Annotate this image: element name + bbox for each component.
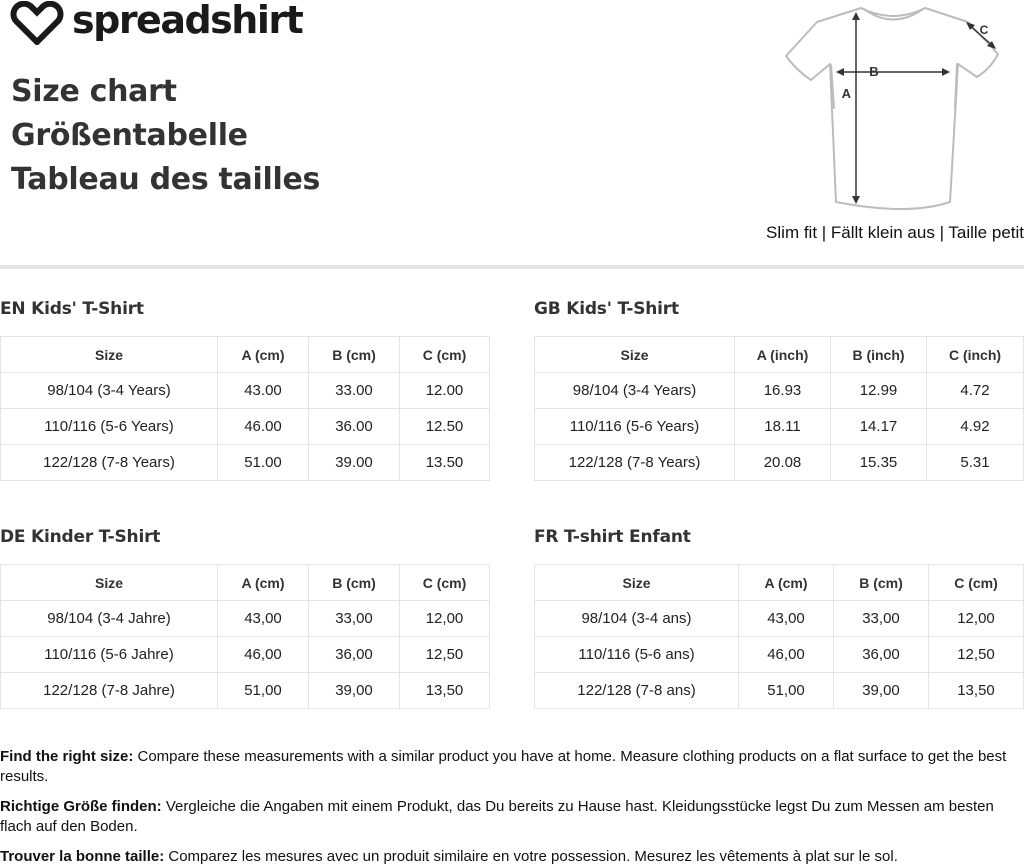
table-cell: 43.00 bbox=[218, 373, 309, 409]
table-cell: 98/104 (3-4 Jahre) bbox=[1, 601, 218, 637]
table-cell: 4.72 bbox=[927, 373, 1024, 409]
column-header: B (inch) bbox=[831, 337, 927, 373]
table-cell: 46,00 bbox=[218, 637, 309, 673]
table-row bbox=[535, 409, 1024, 445]
table-cell: 12.50 bbox=[400, 409, 490, 445]
table-cell: 110/116 (5-6 Jahre) bbox=[1, 637, 218, 673]
table-row bbox=[535, 673, 1024, 709]
size-table-de bbox=[0, 525, 490, 709]
size-table bbox=[0, 564, 490, 709]
table-row bbox=[1, 373, 490, 409]
table-cell: 12.99 bbox=[831, 373, 927, 409]
table-cell: 15.35 bbox=[831, 445, 927, 481]
note-en bbox=[0, 747, 1024, 787]
size-table bbox=[0, 336, 490, 481]
page-title-de: Größentabelle bbox=[11, 118, 248, 153]
diagram-label-a: A bbox=[841, 86, 851, 101]
table-cell: 39.00 bbox=[309, 445, 400, 481]
table-cell: 13,50 bbox=[929, 673, 1024, 709]
column-header: C (cm) bbox=[400, 565, 490, 601]
column-header: A (inch) bbox=[735, 337, 831, 373]
table-cell: 98/104 (3-4 Years) bbox=[535, 373, 735, 409]
table-cell: 12,00 bbox=[400, 601, 490, 637]
table-cell: 110/116 (5-6 ans) bbox=[535, 637, 739, 673]
table-cell: 98/104 (3-4 Years) bbox=[1, 373, 218, 409]
page-title-en: Size chart bbox=[11, 74, 177, 109]
diagram-label-b: B bbox=[869, 64, 879, 79]
table-cell: 12,50 bbox=[929, 637, 1024, 673]
table-cell: 18.11 bbox=[735, 409, 831, 445]
table-cell: 13,50 bbox=[400, 673, 490, 709]
table-cell: 110/116 (5-6 Years) bbox=[1, 409, 218, 445]
table-cell: 110/116 (5-6 Years) bbox=[535, 409, 735, 445]
size-table-gb bbox=[534, 297, 1024, 481]
table-row bbox=[535, 445, 1024, 481]
table-row bbox=[1, 601, 490, 637]
table-cell: 5.31 bbox=[927, 445, 1024, 481]
table-header-row bbox=[535, 565, 1024, 601]
size-table bbox=[534, 336, 1024, 481]
table-header-row bbox=[1, 565, 490, 601]
column-header: C (cm) bbox=[400, 337, 490, 373]
table-cell: 12.00 bbox=[400, 373, 490, 409]
section-divider bbox=[0, 265, 1024, 269]
table-title: GB Kids' T-Shirt bbox=[534, 299, 679, 319]
table-cell: 33,00 bbox=[309, 601, 400, 637]
note-text: Compare these measurements with a similar product you have at home. Measure clothing products on a flat surface to get the best results. bbox=[0, 748, 1007, 785]
note-text: Vergleiche die Angaben mit einem Produkt, das Du bereits zu Hause hast. Kleidungsstücke legst Du zum Messen am besten flach auf den Boden. bbox=[0, 798, 994, 835]
column-header: A (cm) bbox=[218, 565, 309, 601]
table-row bbox=[1, 445, 490, 481]
table-cell: 33.00 bbox=[309, 373, 400, 409]
table-title: FR T-shirt Enfant bbox=[534, 527, 691, 547]
size-table-en bbox=[0, 297, 490, 481]
column-header: C (cm) bbox=[929, 565, 1024, 601]
column-header: Size bbox=[535, 337, 735, 373]
table-cell: 51,00 bbox=[739, 673, 834, 709]
fit-note: Slim fit | Fällt klein aus | Taille petit bbox=[766, 223, 1024, 242]
table-cell: 4.92 bbox=[927, 409, 1024, 445]
table-header-row bbox=[1, 337, 490, 373]
table-row bbox=[1, 637, 490, 673]
page-title-fr: Tableau des tailles bbox=[11, 162, 321, 197]
table-cell: 51.00 bbox=[218, 445, 309, 481]
table-row bbox=[535, 601, 1024, 637]
diagram-label-c: C bbox=[979, 23, 989, 37]
note-label: Richtige Größe finden: bbox=[0, 798, 162, 815]
column-header: B (cm) bbox=[834, 565, 929, 601]
note-text: Comparez les mesures avec un produit similaire en votre possession. Mesurez les vêtements à plat sur le sol. bbox=[164, 848, 898, 865]
table-title: EN Kids' T-Shirt bbox=[0, 299, 144, 319]
column-header: A (cm) bbox=[739, 565, 834, 601]
heart-logo-icon bbox=[10, 1, 64, 45]
table-row bbox=[535, 637, 1024, 673]
page-titles bbox=[11, 70, 320, 202]
brand-logo[interactable] bbox=[10, 0, 302, 46]
table-cell: 14.17 bbox=[831, 409, 927, 445]
size-advice-notes bbox=[0, 747, 1024, 867]
table-cell: 13.50 bbox=[400, 445, 490, 481]
brand-name: spreadshirt bbox=[72, 0, 303, 42]
note-label: Find the right size: bbox=[0, 748, 134, 765]
table-cell: 39,00 bbox=[834, 673, 929, 709]
table-cell: 98/104 (3-4 ans) bbox=[535, 601, 739, 637]
table-cell: 39,00 bbox=[309, 673, 400, 709]
table-cell: 16.93 bbox=[735, 373, 831, 409]
table-cell: 122/128 (7-8 Years) bbox=[1, 445, 218, 481]
size-table bbox=[534, 564, 1024, 709]
table-cell: 122/128 (7-8 Jahre) bbox=[1, 673, 218, 709]
table-cell: 46.00 bbox=[218, 409, 309, 445]
table-row bbox=[1, 409, 490, 445]
column-header: B (cm) bbox=[309, 565, 400, 601]
table-header-row bbox=[535, 337, 1024, 373]
table-cell: 51,00 bbox=[218, 673, 309, 709]
table-cell: 122/128 (7-8 Years) bbox=[535, 445, 735, 481]
table-cell: 122/128 (7-8 ans) bbox=[535, 673, 739, 709]
table-cell: 36,00 bbox=[309, 637, 400, 673]
column-header: B (cm) bbox=[309, 337, 400, 373]
note-label: Trouver la bonne taille: bbox=[0, 848, 165, 865]
table-cell: 36.00 bbox=[309, 409, 400, 445]
table-cell: 46,00 bbox=[739, 637, 834, 673]
column-header: Size bbox=[535, 565, 739, 601]
tshirt-measurement-diagram bbox=[778, 2, 1008, 216]
table-cell: 12,00 bbox=[929, 601, 1024, 637]
column-header: Size bbox=[1, 337, 218, 373]
column-header: A (cm) bbox=[218, 337, 309, 373]
table-cell: 12,50 bbox=[400, 637, 490, 673]
note-de bbox=[0, 797, 1024, 837]
column-header: Size bbox=[1, 565, 218, 601]
note-fr bbox=[0, 847, 1024, 867]
table-cell: 33,00 bbox=[834, 601, 929, 637]
column-header: C (inch) bbox=[927, 337, 1024, 373]
table-title: DE Kinder T-Shirt bbox=[0, 527, 161, 547]
table-row bbox=[1, 673, 490, 709]
table-cell: 36,00 bbox=[834, 637, 929, 673]
table-row bbox=[535, 373, 1024, 409]
table-cell: 43,00 bbox=[739, 601, 834, 637]
table-cell: 43,00 bbox=[218, 601, 309, 637]
table-cell: 20.08 bbox=[735, 445, 831, 481]
size-table-fr bbox=[534, 525, 1024, 709]
